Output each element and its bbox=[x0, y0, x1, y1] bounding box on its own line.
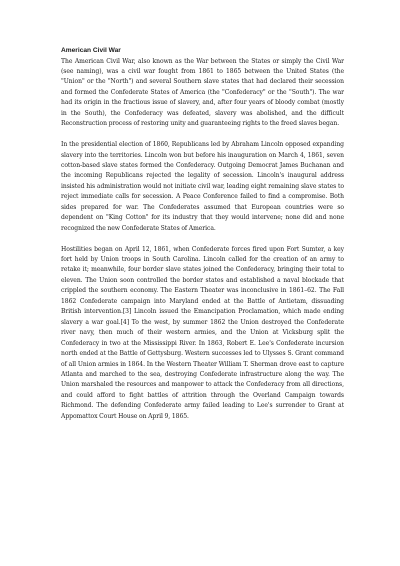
paragraph-intro: The American Civil War, also known as the War between the States or simply the Civil War (see naming), was a civil war fought from 1861 to 1865 between the United States (the "Union" or the "North") and several Southern slave states that had declared their secession and formed the Confederate States of America (the "Confederacy" or the "South"). The war had its origin in the fractious issue of slavery, and, after four years of bloody combat (mostly in the South), the Confederacy was defeated, slavery was abolished, and the difficult Reconstruction process of restoring unity and guaranteeing rights to the freed slaves began. bbox=[61, 57, 344, 128]
document-page bbox=[61, 46, 344, 433]
document-title: American Civil War bbox=[61, 47, 121, 54]
paragraph-election: In the presidential election of 1860, Republicans led by Abraham Lincoln opposed expanding slavery into the territories. Lincoln won but before his inauguration on March 4, 1861, seven cotton-based slave states formed the Confederacy. Outgoing Democrat James Buchanan and the incoming Republicans rejected the legality of secession. Lincoln's inaugural address insisted his administration would not initiate civil war, leading eight remaining slave states to reject immediate calls for secession. A Peace Conference failed to find a compromise. Both sides prepared for war. The Confederates assumed that European countries were so dependent on "King Cotton" for its industry that they would intervene; none did and none recognized the new Confederate States of America. bbox=[61, 141, 344, 232]
paragraph-hostilities: Hostilities began on April 12, 1861, when Confederate forces fired upon Fort Sumter, a key fort held by Union troops in South Carolina. Lincoln called for the creation of an army to retake it; meanwhile, four border slave states joined the Confederacy, bringing their total to eleven. The Union soon controlled the border states and established a naval blockade that crippled the southern economy. The Eastern Theater was inconclusive in 1861–62. The Fall 1862 Confederate campaign into Maryland ended at the Battle of Antietam, dissuading British intervention.[3] Lincoln issued the Emancipation Proclamation, which made ending slavery a war goal.[4] To the west, by summer 1862 the Union destroyed the Confederate river navy, then much of their western armies, and the Union at Vicksburg split the Confederacy in two at the Mississippi River. In 1863, Robert E. Lee's Confederate incursion north ended at the Battle of Gettysburg. Western successes led to Ulysses S. Grant command of all Union armies in 1864. In the Western Theater William T. Sherman drove east to capture Atlanta and marched to the sea, destroying Confederate infrastructure along the way. The Union marshaled the resources and manpower to attack the Confederacy from all directions, and could afford to fight battles of attrition through the Overland Campaign towards Richmond. The defending Confederate army failed leading to Lee's surrender to Grant at Appomattox Court House on April 9, 1865. bbox=[61, 245, 344, 420]
